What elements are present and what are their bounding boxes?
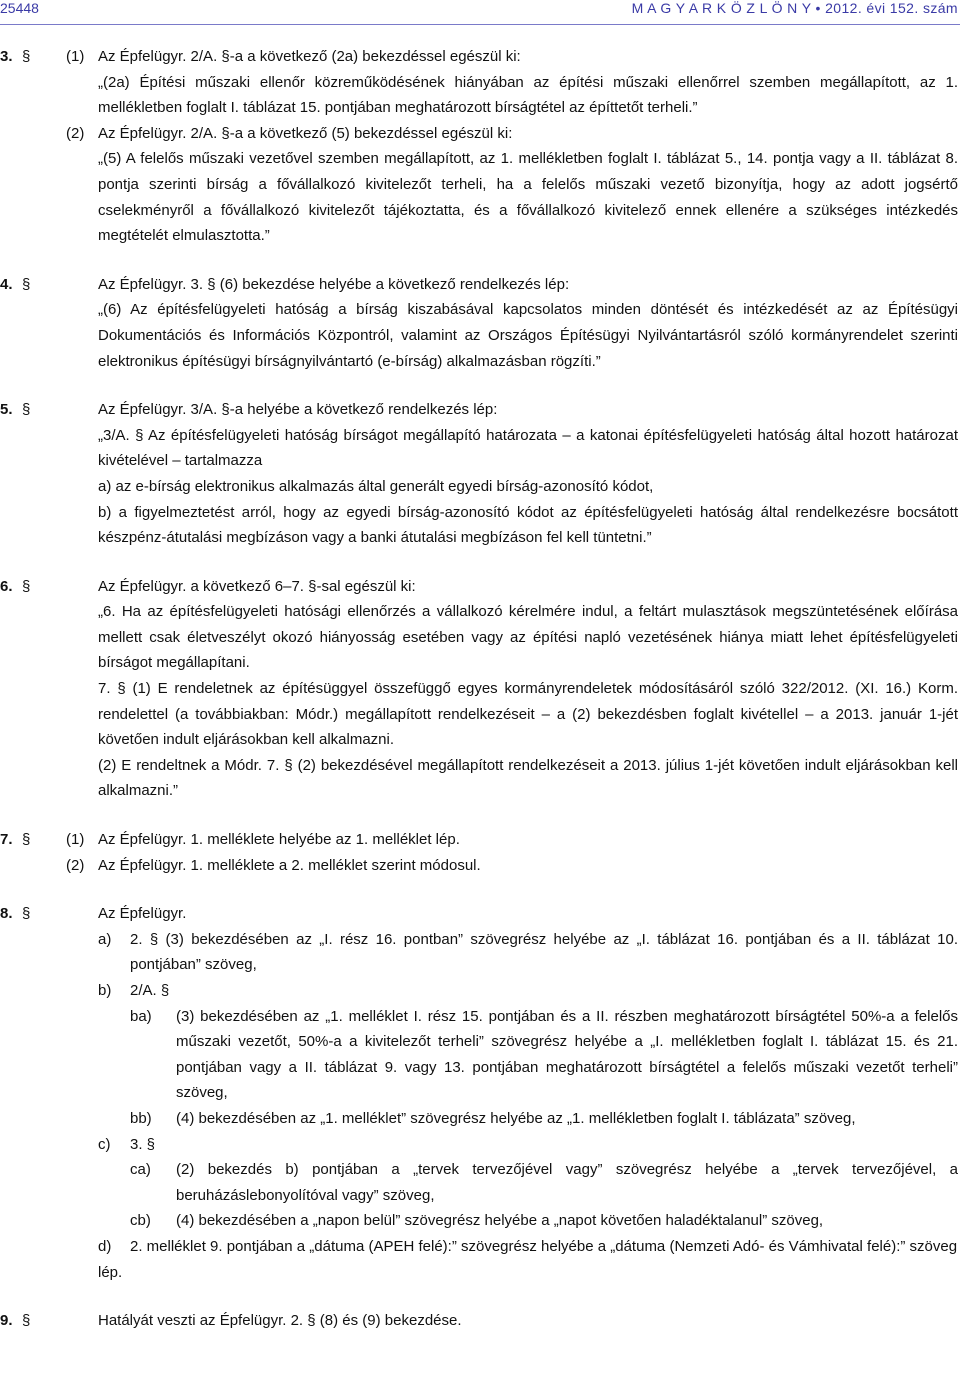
section-symbol: §	[22, 48, 31, 65]
section-8	[0, 901, 958, 1285]
section-symbol: §	[22, 275, 31, 293]
subpoint-label: ba)	[130, 1007, 152, 1025]
section-intro: Az Épfelügyr.	[98, 905, 187, 923]
point-text: 2. § (3) bekezdésében az „I. rész 16. pontban” szövegrész helyébe az „I. táblázat 16. pontjában és a II. táblázat 10. pontjában” szöveg,	[130, 930, 958, 974]
section-number: 4.	[0, 275, 13, 293]
subpoint-text: (4) bekezdésében a „napon belül” szövegrész helyébe a „napot követően haladéktalanul” szöveg,	[176, 1212, 824, 1230]
page-header	[0, 0, 960, 25]
section-number: 3.	[0, 48, 13, 65]
section-number: 9.	[0, 1312, 13, 1330]
point-label: d)	[98, 1237, 112, 1255]
page-number: 25448	[0, 0, 39, 16]
point-cb	[0, 1208, 958, 1234]
section-text: Hatályát veszti az Épfelügyr. 2. § (8) és (9) bekezdése.	[98, 1312, 462, 1330]
point-text: 2/A. §	[130, 982, 170, 999]
point-a	[0, 927, 958, 978]
paragraph-text: Az Épfelügyr. 1. melléklete a 2. melléklet szerint módosul.	[98, 856, 481, 874]
section-3	[0, 44, 958, 249]
quoted-text: „(2a) Építési műszaki ellenőr közreműködésének hiányában az építési műszaki ellenőrrel szemben megállapított, az 1. mellékletben foglalt I. táblázat 15. pontjában meghatározott bírságtétel az építtetőt terheli.”	[98, 73, 958, 117]
subpoint-text: (3) bekezdésében az „1. melléklet I. rész 15. pontjában és a II. részben meghatározott bírságtétel 50%-a a felelős műszaki vezetőt, 50%-a a kivitelezőt terheli” szövegrész helyébe a „I. mellékletben foglalt I. táblázat 15. és 21. pontjában vagy a II. táblázat 9. vagy 13. pontjában meghatározott bírságtétel a felelős műszaki vezetőt terheli” szöveg,	[176, 1007, 958, 1102]
point-label: b)	[98, 982, 112, 999]
section-closing: lép.	[98, 1263, 123, 1281]
point-bb	[0, 1106, 958, 1132]
quoted-text: „(6) Az építésfelügyeleti hatóság a bírság kiszabásával kapcsolatos minden döntését és intézkedését az az Építésügyi Dokumentációs és Információs Központról, valamint az Országos Építésügyi Nyilvántartásról szóló kormányrendelet szerinti elektronikus építésügyi bírságnyilvántartó (e-bírság) alkalmazásban rögzíti.”	[98, 301, 958, 370]
section-9	[0, 1308, 958, 1334]
point-ca	[0, 1157, 958, 1208]
section-7	[0, 827, 958, 878]
subpoint-text: (2) bekezdés b) pontjában a „tervek tervezőjével vagy” szövegrész helyébe a „tervek tervezőjével, a beruházáslebonyolítóval vagy” szöveg,	[176, 1161, 958, 1204]
paragraph-label: (1)	[66, 831, 85, 849]
subpoint-label: bb)	[130, 1109, 152, 1127]
quoted-point-a: a) az e-bírság elektronikus alkalmazás által generált egyedi bírság-azonosító kódot,	[98, 477, 654, 495]
quoted-text: „(5) A felelős műszaki vezetővel szemben megállapított, az 1. mellékletben foglalt I. táblázat 5., 14. pontja vagy a II. táblázat 8. pontja szerinti bírság a fővállalkozó kivitelezőt terheli, ha a felelős műszaki vezető bizonyítja, hogy az adott jogsértő cselekményről a fővállalkozó kivitelezőt tájékoztatta, és a fővállalkozó kivitelező ennek ellenére a szükséges intézkedés megtételét elmulasztotta.”	[98, 150, 958, 245]
point-text: 3. §	[130, 1135, 156, 1153]
section-number: 6.	[0, 577, 13, 595]
section-number: 8.	[0, 905, 13, 923]
section-number: 5.	[0, 401, 13, 419]
quoted-text: „6. Ha az építésfelügyeleti hatósági ellenőrzés a vállalkozó kérelmére indul, a feltárt mulasztások megszüntetésének előírása mellett csak életveszélyt okozó hiányosság esetében vagy az építési napló vezetésének hiánya miatt lehet építésfelügyeleti bírságot megállapítani.	[98, 603, 958, 672]
subpoint-label: ca)	[130, 1161, 151, 1179]
section-body	[0, 272, 958, 374]
quoted-text: „3/A. § Az építésfelügyeleti hatóság bírságot megállapító határozata – a katonai építésfelügyeleti hatóság által hozott határozat kivételével – tartalmazza	[98, 426, 958, 470]
paragraph-text: Az Épfelügyr. 1. melléklete helyébe az 1. melléklet lép.	[98, 831, 460, 849]
section-body	[0, 574, 958, 804]
paragraph-2	[0, 121, 958, 249]
point-d	[0, 1234, 958, 1260]
section-intro: Az Épfelügyr. a következő 6–7. §-sal egészül ki:	[98, 577, 416, 595]
section-6	[0, 574, 958, 804]
subpoint-label: cb)	[130, 1212, 151, 1230]
point-c	[0, 1132, 958, 1158]
point-label: a)	[98, 930, 112, 948]
quoted-point-b: b) a figyelmeztetést arról, hogy az egyedi bírság-azonosító kódot az építésfelügyeleti hatóság által rendelkezésre bocsátott készpénz-átutalási megbízáson vagy a banki átutalási megbízáson fel kell tüntetni.”	[98, 503, 958, 547]
paragraph-label: (2)	[66, 124, 85, 142]
section-symbol: §	[22, 831, 31, 849]
quoted-text: 7. § (1) E rendeletnek az építésüggyel összefüggő egyes kormányrendeletek módosításáról szóló 322/2012. (XI. 16.) Korm. rendelettel (a továbbiakban: Módr.) megállapított rendelkezéseit – a (2) bekezdésben foglalt kivétellel – a 2013. január 1-jét követően indult eljárásokban kell alkalmazni.	[98, 680, 958, 749]
journal-title: M A G Y A R K Ö Z L Ö N Y • 2012. évi 152. szám	[631, 0, 958, 16]
point-label: c)	[98, 1135, 111, 1153]
subpoint-text: (4) bekezdésében az „1. melléklet” szövegrész helyébe az „1. mellékletben foglalt I. táblázata” szöveg,	[176, 1109, 856, 1127]
paragraph-1	[0, 44, 958, 121]
section-symbol: §	[22, 1312, 31, 1330]
section-intro: Az Épfelügyr. 3. § (6) bekezdése helyébe a következő rendelkezés lép:	[98, 275, 570, 293]
section-body	[0, 397, 958, 551]
section-symbol: §	[22, 905, 31, 923]
paragraph-2	[0, 853, 958, 879]
paragraph-1	[0, 827, 958, 853]
point-ba	[0, 1004, 958, 1106]
section-number: 7.	[0, 831, 13, 849]
section-intro: Az Épfelügyr. 3/A. §-a helyébe a következő rendelkezés lép:	[98, 401, 498, 419]
section-symbol: §	[22, 577, 31, 595]
paragraph-intro: Az Épfelügyr. 2/A. §-a a következő (5) bekezdéssel egészül ki:	[98, 124, 513, 142]
point-b	[0, 978, 958, 1004]
paragraph-label: (1)	[66, 48, 85, 65]
paragraph-intro: Az Épfelügyr. 2/A. §-a a következő (2a) bekezdéssel egészül ki:	[98, 48, 521, 65]
point-text: 2. melléklet 9. pontjában a „dátuma (APEH felé):” szövegrész helyébe a „dátuma (Nemzeti Adó- és Vámhivatal felé):” szöveg	[130, 1237, 958, 1255]
section-4	[0, 272, 958, 374]
document-body	[0, 44, 958, 1334]
section-symbol: §	[22, 401, 31, 419]
paragraph-label: (2)	[66, 856, 85, 874]
quoted-text: (2) E rendeltnek a Módr. 7. § (2) bekezdésével megállapított rendelkezéseit a 2013. július 1-jét követően indult eljárásokban kell alkalmazni.”	[98, 756, 958, 800]
section-5	[0, 397, 958, 551]
